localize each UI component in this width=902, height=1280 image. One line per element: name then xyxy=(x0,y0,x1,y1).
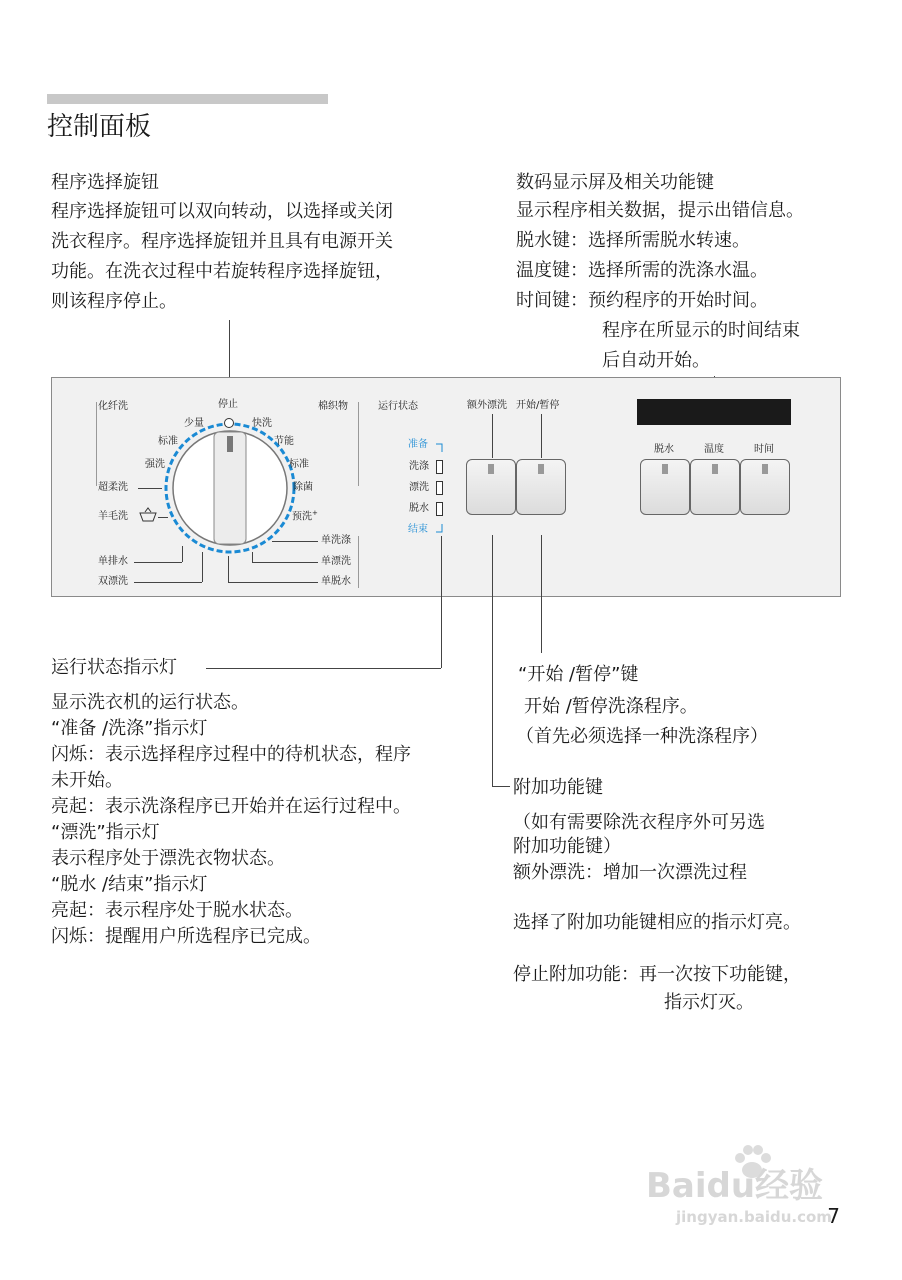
tick xyxy=(158,517,168,518)
btn-label-extra-rinse: 额外漂洗 xyxy=(467,400,507,411)
dial-label-stop: 停止 xyxy=(218,399,238,410)
dial-label: 单漂洗 xyxy=(321,556,351,567)
bracket xyxy=(358,402,359,486)
spin-button[interactable] xyxy=(640,459,690,515)
dial-desc-line: 功能。在洗衣过程中若旋转程序选择旋钮， xyxy=(51,261,393,282)
status-title: 运行状态 xyxy=(378,401,418,412)
dial-label: 超柔洗 xyxy=(98,482,128,493)
status-desc-line: 表示程序处于漂洗衣物状态。 xyxy=(51,848,285,869)
status-bracket-icon xyxy=(434,438,444,538)
status-desc-line: 亮起：表示洗涤程序已开始并在运行过程中。 xyxy=(51,796,411,817)
leader-line xyxy=(541,535,542,653)
bracket xyxy=(96,402,97,486)
extra-desc-line: （如有需要除洗衣程序外可另选 xyxy=(513,812,765,833)
dial-label: 单脱水 xyxy=(321,576,351,587)
extra-desc-line: 额外漂洗：增加一次漂洗过程 xyxy=(513,862,747,883)
status-ready: 准备 xyxy=(408,439,428,450)
dial-label: 节能 xyxy=(274,436,294,447)
dial-section-title: 程序选择旋钮 xyxy=(51,172,159,193)
section-bar xyxy=(47,94,328,104)
status-desc-line: 闪烁：表示选择程序过程中的待机状态，程序 xyxy=(51,744,411,765)
status-section-title: 运行状态指示灯 xyxy=(51,657,177,678)
tick xyxy=(138,488,162,489)
dial-label: 化纤洗 xyxy=(98,401,128,412)
dial-desc-line: 程序选择旋钮可以双向转动，以选择或关闭 xyxy=(51,201,393,222)
extra-desc-line: 停止附加功能：再一次按下功能键， xyxy=(513,964,801,985)
dial-desc-line: 则该程序停止。 xyxy=(51,291,177,312)
status-wash: 洗涤 xyxy=(409,461,429,472)
page-title: 控制面板 xyxy=(47,112,152,142)
dial-label: 快洗 xyxy=(252,418,272,429)
button-indicator xyxy=(712,464,718,474)
leader-line xyxy=(492,535,493,786)
dial-label: 单排水 xyxy=(98,556,128,567)
display-desc-line: 程序在所显示的时间结束 xyxy=(602,320,800,341)
extra-desc-line: 附加功能键） xyxy=(513,836,621,857)
extra-desc-line: 指示灯灭。 xyxy=(664,992,754,1013)
tick xyxy=(272,541,318,542)
button-indicator xyxy=(662,464,668,474)
status-desc-line: “漂洗”指示灯 xyxy=(51,822,160,843)
display-desc-line: 后自动开始。 xyxy=(602,350,710,371)
display-desc-line: 时间键：预约程序的开始时间。 xyxy=(516,290,768,311)
dial-pointer xyxy=(227,436,233,452)
dial-label: 羊毛洗 xyxy=(98,511,128,522)
leader-line xyxy=(492,414,493,458)
digital-display xyxy=(637,399,791,425)
wool-basin-icon xyxy=(138,507,158,523)
leader-line xyxy=(541,414,542,458)
extra-rinse-button[interactable] xyxy=(466,459,516,515)
dial-label: 棉织物 xyxy=(318,401,348,412)
start-section-title: “开始 /暂停”键 xyxy=(518,664,639,685)
dial-label: 除菌 xyxy=(293,482,313,493)
dial-label: 标准 xyxy=(158,436,178,447)
leader-line xyxy=(206,668,441,669)
tick xyxy=(228,556,229,582)
start-pause-button[interactable] xyxy=(516,459,566,515)
dial-label: 强洗 xyxy=(145,459,165,470)
dial-label: 单洗涤 xyxy=(321,535,351,546)
status-desc-line: 亮起：表示程序处于脱水状态。 xyxy=(51,900,303,921)
tick xyxy=(252,552,253,562)
start-desc-line: （首先必须选择一种洗涤程序） xyxy=(516,726,768,747)
stop-circle-icon xyxy=(223,417,235,429)
watermark-url: jingyan.baidu.com xyxy=(676,1208,832,1226)
watermark-brand: Baidu经验 xyxy=(646,1166,824,1206)
dial-label xyxy=(292,507,318,523)
tick xyxy=(228,582,318,583)
status-spin: 脱水 xyxy=(409,503,429,514)
btn-label-start-pause: 开始/暂停 xyxy=(516,400,560,411)
status-desc-line: 闪烁：提醒用户所选程序已完成。 xyxy=(51,926,321,947)
page-number: 7 xyxy=(827,1204,840,1228)
func-label-spin: 脱水 xyxy=(654,444,674,455)
leader-line xyxy=(441,536,442,668)
status-end: 结束 xyxy=(408,524,428,535)
tick xyxy=(182,546,183,562)
status-desc-line: “准备 /洗涤”指示灯 xyxy=(51,718,208,739)
tick xyxy=(202,552,203,582)
bracket xyxy=(358,536,359,588)
display-section-title: 数码显示屏及相关功能键 xyxy=(516,172,714,193)
status-desc-line: “脱水 /结束”指示灯 xyxy=(51,874,208,895)
display-desc-line: 脱水键：选择所需脱水转速。 xyxy=(516,230,750,251)
time-button[interactable] xyxy=(740,459,790,515)
extra-desc-line: 选择了附加功能键相应的指示灯亮。 xyxy=(513,912,801,933)
extra-section-title: 附加功能键 xyxy=(513,777,603,798)
button-indicator xyxy=(538,464,544,474)
dial-label: 少量 xyxy=(184,418,204,429)
button-indicator xyxy=(762,464,768,474)
tick xyxy=(252,562,318,563)
dial-label-prewash: 预洗 xyxy=(292,511,312,523)
func-label-temp: 温度 xyxy=(704,444,724,455)
status-rinse: 漂洗 xyxy=(409,482,429,493)
button-indicator xyxy=(488,464,494,474)
display-desc-line: 温度键：选择所需的洗涤水温。 xyxy=(516,260,768,281)
dial-label: 双漂洗 xyxy=(98,576,128,587)
leader-line xyxy=(492,786,510,787)
dial-desc-line: 洗衣程序。程序选择旋钮并且具有电源开关 xyxy=(51,231,393,252)
tick xyxy=(134,582,202,583)
prewash-plus-mark: + xyxy=(312,509,318,517)
temperature-button[interactable] xyxy=(690,459,740,515)
status-desc-line: 显示洗衣机的运行状态。 xyxy=(51,692,249,713)
start-desc-line: 开始 /暂停洗涤程序。 xyxy=(524,696,698,717)
tick xyxy=(134,562,182,563)
dial-label: 标准 xyxy=(289,459,309,470)
status-desc-line: 未开始。 xyxy=(51,770,123,791)
func-label-time: 时间 xyxy=(754,444,774,455)
display-desc-line: 显示程序相关数据，提示出错信息。 xyxy=(516,200,804,221)
